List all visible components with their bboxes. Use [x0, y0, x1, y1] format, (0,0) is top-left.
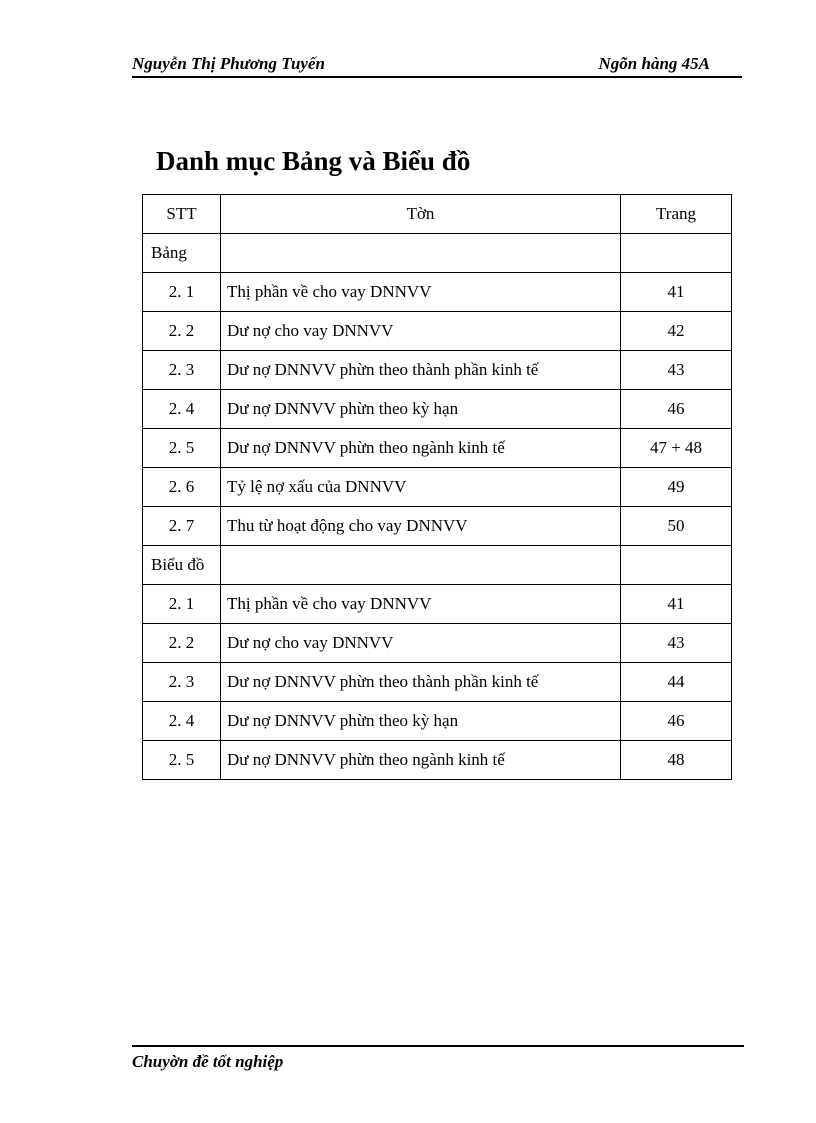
section-empty-page [621, 546, 732, 585]
row-page: 48 [621, 741, 732, 780]
author-name: Nguyễn Thị Phương Tuyến [132, 54, 325, 73]
row-page: 41 [621, 273, 732, 312]
row-name: Dư nợ DNNVV phừn theo thành phần kinh tế [221, 351, 621, 390]
row-name: Thị phần về cho vay DNNVV [221, 273, 621, 312]
row-name: Dư nợ cho vay DNNVV [221, 624, 621, 663]
section-row [143, 234, 732, 273]
header-page: Trang [621, 195, 732, 234]
row-stt: 2. 6 [143, 468, 221, 507]
row-name: Thu từ hoạt động cho vay DNNVV [221, 507, 621, 546]
row-name: Dư nợ DNNVV phừn theo thành phần kinh tế [221, 663, 621, 702]
header-stt: STT [143, 195, 221, 234]
row-name: Thị phần về cho vay DNNVV [221, 585, 621, 624]
section-empty-name [221, 546, 621, 585]
table-row [143, 741, 732, 780]
row-stt: 2. 1 [143, 585, 221, 624]
row-stt: 2. 1 [143, 273, 221, 312]
row-page: 42 [621, 312, 732, 351]
row-name: Dư nợ DNNVV phừn theo ngành kinh tế [221, 429, 621, 468]
row-page: 46 [621, 702, 732, 741]
table-row [143, 351, 732, 390]
table-row [143, 663, 732, 702]
table-row [143, 390, 732, 429]
row-stt: 2. 5 [143, 741, 221, 780]
table-row [143, 273, 732, 312]
section-row [143, 546, 732, 585]
row-stt: 2. 2 [143, 312, 221, 351]
table-row [143, 702, 732, 741]
row-name: Dư nợ DNNVV phừn theo ngành kinh tế [221, 741, 621, 780]
class-name: Ngõn hàng 45A [598, 54, 710, 73]
section-label: Bảng [143, 234, 221, 273]
row-page: 50 [621, 507, 732, 546]
row-stt: 2. 4 [143, 702, 221, 741]
row-page: 47 + 48 [621, 429, 732, 468]
row-page: 46 [621, 390, 732, 429]
row-name: Dư nợ DNNVV phừn theo kỳ hạn [221, 702, 621, 741]
page-title: Danh mục Bảng và Biểu đồ [156, 146, 471, 176]
page-header [132, 52, 742, 78]
table-row [143, 312, 732, 351]
row-stt: 2. 3 [143, 351, 221, 390]
row-stt: 2. 2 [143, 624, 221, 663]
section-label: Biểu đồ [143, 546, 221, 585]
row-stt: 2. 3 [143, 663, 221, 702]
row-name: Tỷ lệ nợ xấu của DNNVV [221, 468, 621, 507]
table-row [143, 468, 732, 507]
page-footer [132, 1045, 744, 1071]
row-page: 44 [621, 663, 732, 702]
row-stt: 2. 4 [143, 390, 221, 429]
table-row [143, 507, 732, 546]
row-name: Dư nợ cho vay DNNVV [221, 312, 621, 351]
row-stt: 2. 5 [143, 429, 221, 468]
toc-table [142, 194, 732, 780]
row-name: Dư nợ DNNVV phừn theo kỳ hạn [221, 390, 621, 429]
section-empty-name [221, 234, 621, 273]
footer-text: Chuyờn đề tốt nghiệp [132, 1052, 284, 1071]
table-header-row [143, 195, 732, 234]
header-name: Tờn [221, 195, 621, 234]
row-page: 43 [621, 624, 732, 663]
table-row [143, 585, 732, 624]
table-row [143, 429, 732, 468]
row-page: 41 [621, 585, 732, 624]
table-row [143, 624, 732, 663]
table-body [143, 234, 732, 780]
row-page: 43 [621, 351, 732, 390]
row-page: 49 [621, 468, 732, 507]
section-empty-page [621, 234, 732, 273]
row-stt: 2. 7 [143, 507, 221, 546]
